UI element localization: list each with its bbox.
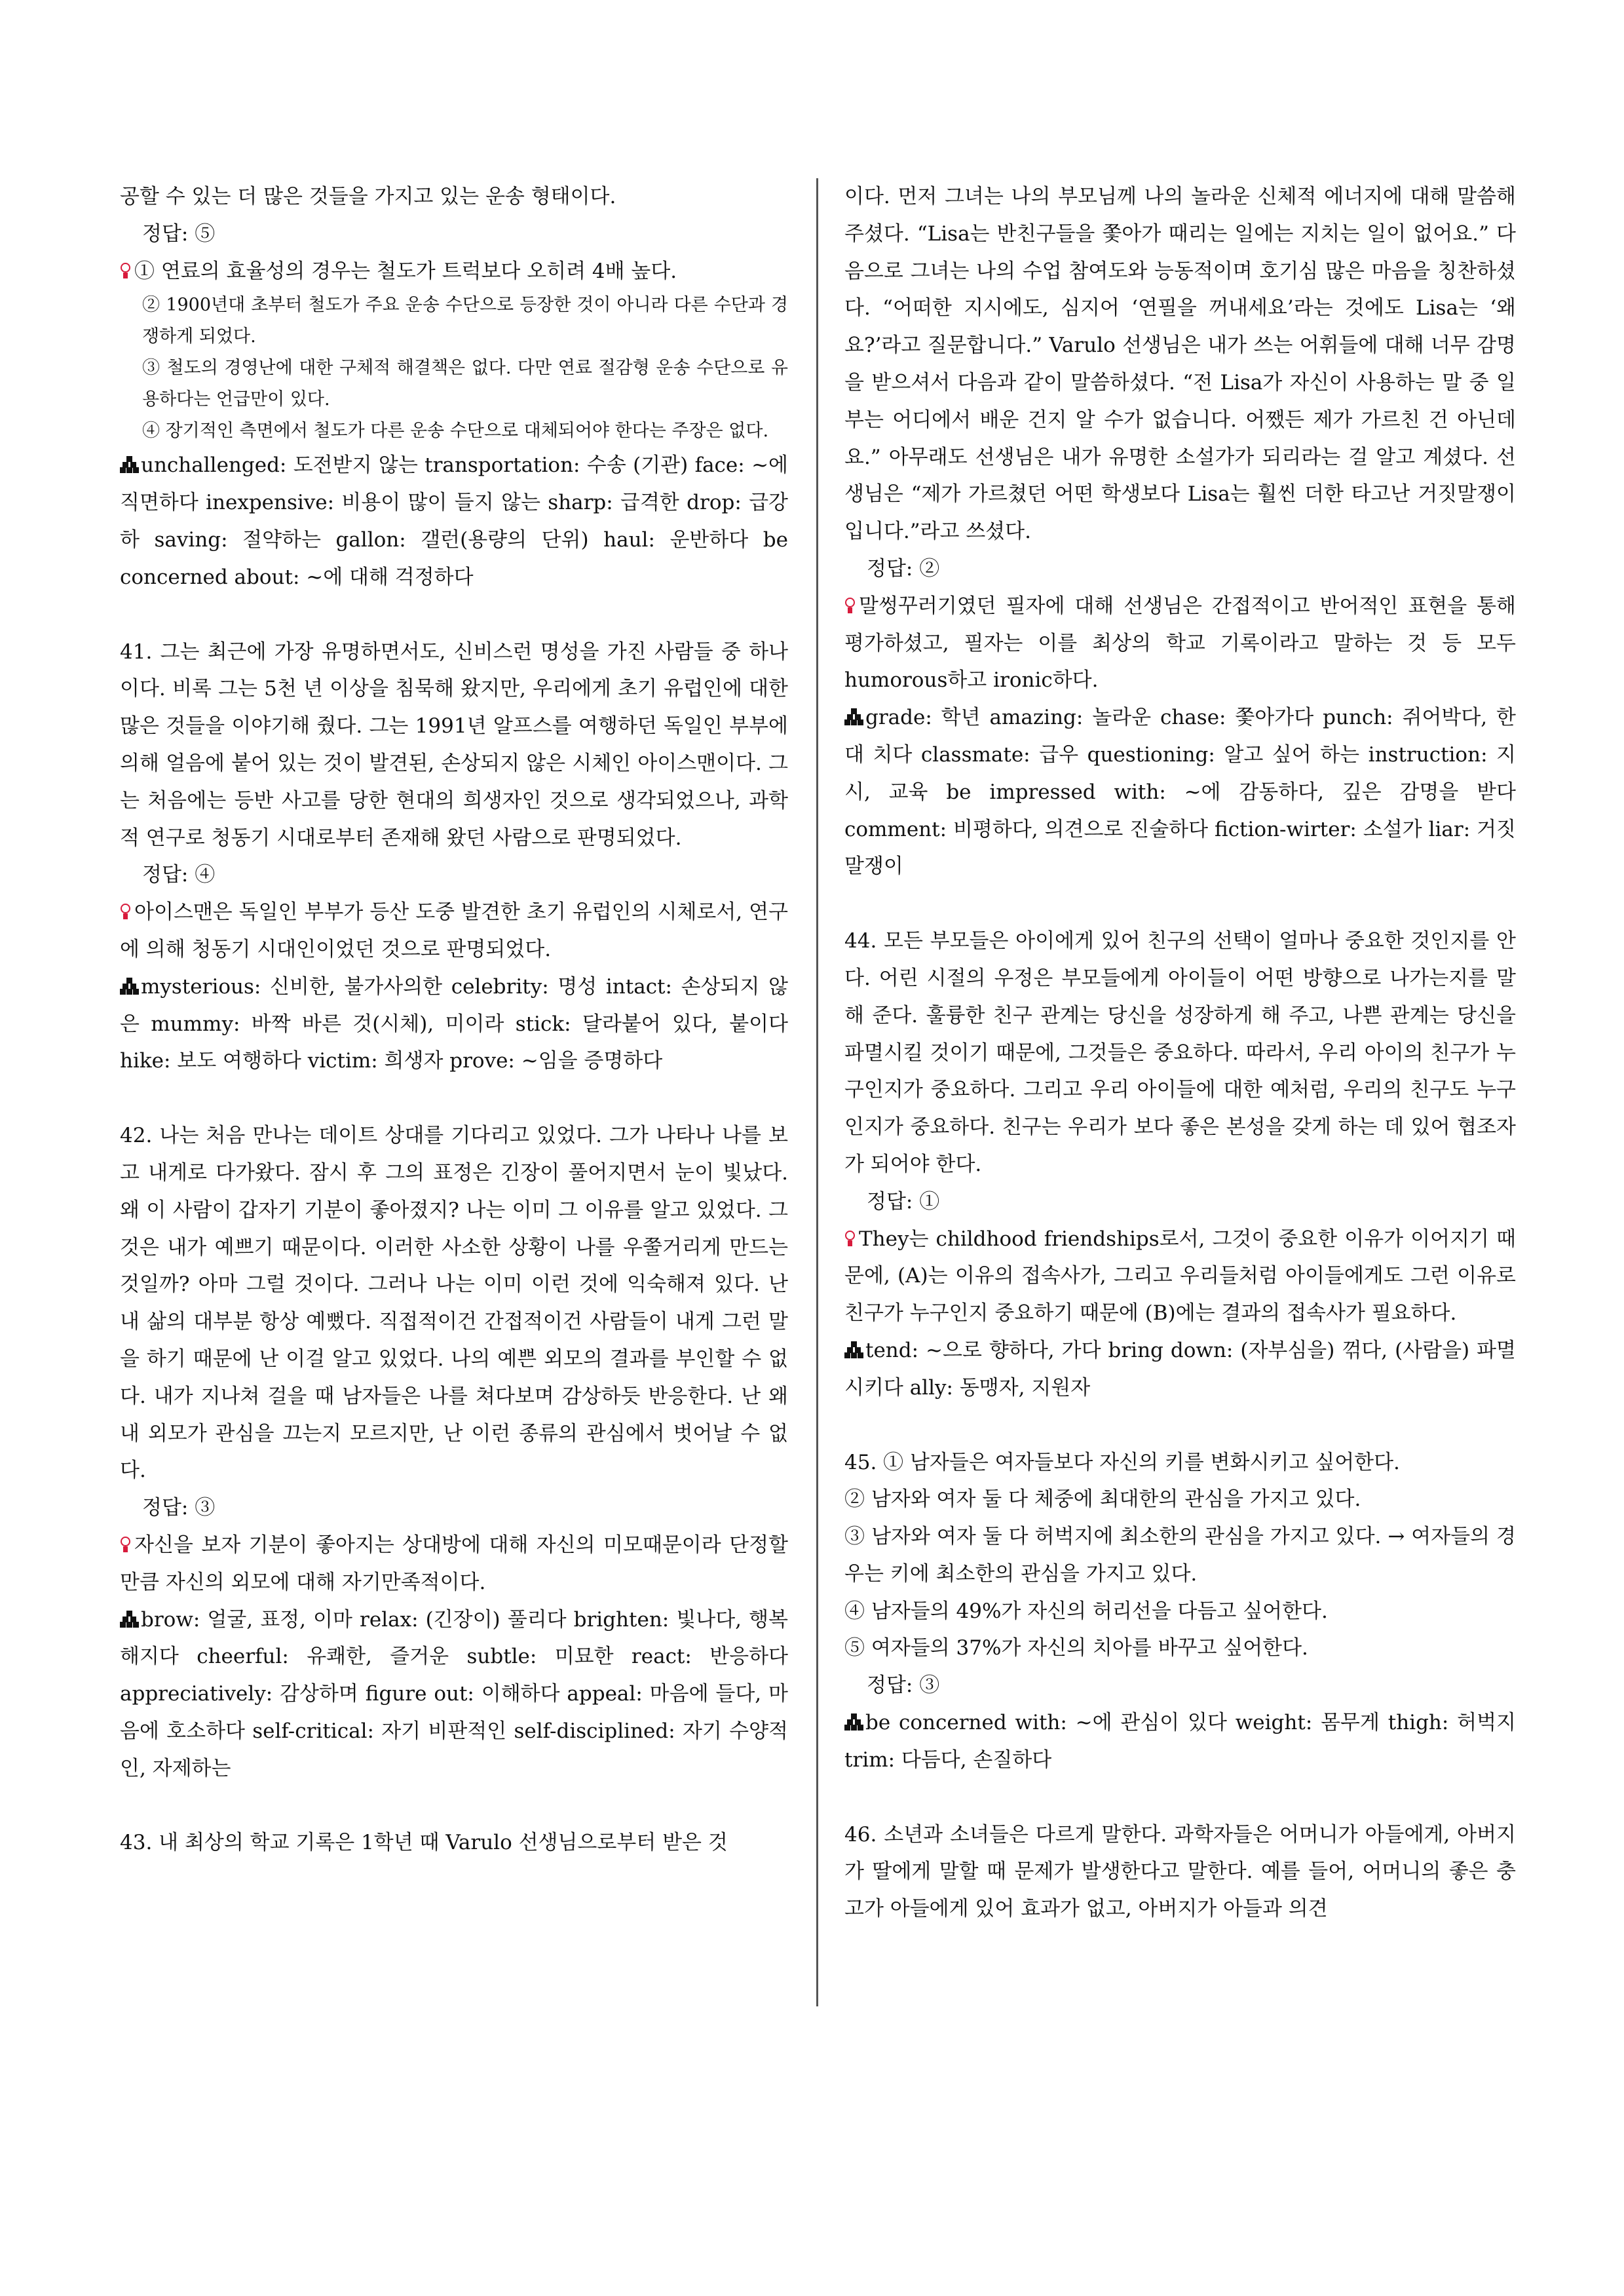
q45-option-2: ② 남자와 여자 둘 다 체중에 최대한의 관심을 가지고 있다. [844, 1487, 1361, 1512]
q40-explanation-4: ④ 장기적인 측면에서 철도가 다른 운송 수단으로 대체되어야 한다는 주장은 없다. [142, 421, 769, 442]
q44-explanation: They는 childhood friendships로서, 그것이 중요한 이유가 이어지기 때문에, (A)는 이유의 접속사가, 그리고 우리들처럼 아이들에게도 그런 이유로 친구가 누구인지 중요하기 때문에 (B)에는 결과의 접속사가 필요하다. [844, 1227, 1516, 1326]
q45-answer: 정답: ③ [867, 1674, 940, 1698]
q41-vocabulary: mysterious: 신비한, 불가사의한 celebrity: 명성 intact: 손상되지 않은 mummy: 바짝 바른 것(시체), 미이라 stick: 달라붙어 있다, 붙이다 hike: 보도 여행하다 victim: 희생자 prove: ~임을 증명하다 [120, 974, 788, 1073]
lightbulb-icon [120, 904, 132, 921]
q43-passage: 이다. 먼저 그녀는 나의 부모님께 나의 놀라운 신체적 에너지에 대해 말씀해 주셨다. “Lisa는 반친구들을 쫓아가 때리는 일에는 지치는 일이 없어요.” 다음으로 그녀는 나의 수업 참여도와 능동적이며 호기심 많은 마음을 칭찬하셨다. “어떠한 지시에도, 심지어 ‘연필을 꺼내세요’라는 것에도 Lisa는 ‘왜요?’라고 질문합니다.” Varulo 선생님은 내가 쓰는 어휘들에 대해 너무 감명을 받으셔서 다음과 같이 말씀하셨다. “전 Lisa가 자신이 사용하는 말 중 일부는 어디에서 배운 건지 알 수가 없습니다. 어쨌든 제가 가르친 건 아닌데요.” 아무래도 선생님은 내가 유명한 소설가가 되리라는 걸 알고 계셨다. 선생님은 “제가 가르쳤던 어떤 학생보다 Lisa는 훨씬 더한 타고난 거짓말쟁이입니다.”라고 쓰셨다. [844, 185, 1516, 544]
right-column [844, 178, 1516, 1928]
q44-vocabulary: tend: ~으로 향하다, 가다 bring down: (자부심을) 꺾다, (사람을) 파멸시키다 ally: 동맹자, 지원자 [844, 1338, 1516, 1400]
q40-vocabulary: unchallenged: 도전받지 않는 transportation: 수송 (기관) face: ~에 직면하다 inexpensive: 비용이 많이 들지 않는 sharp: 급격한 drop: 급강하 saving: 절약하는 gallon: 갤런(용량의 단위) haul: 운반하다 be concerned about: ~에 대해 걱정하다 [120, 453, 788, 589]
triangle-dots-icon [844, 1341, 864, 1358]
triangle-dots-icon [120, 1611, 140, 1628]
q46-passage-start: 46. 소년과 소녀들은 다르게 말한다. 과학자들은 어머니가 아들에게, 아버지가 딸에게 말할 때 문제가 발생한다고 말한다. 예를 들어, 어머니의 좋은 충고가 아들에게 있어 효과가 없고, 아버지가 아들과 의견 [844, 1822, 1516, 1921]
triangle-dots-icon [120, 978, 140, 995]
q44-passage: 44. 모든 부모들은 아이에게 있어 친구의 선택이 얼마나 중요한 것인지를 안다. 어린 시절의 우정은 부모들에게 아이들이 어떤 방향으로 나가는지를 말해 준다. 훌륭한 친구 관계는 당신을 성장하게 해 주고, 나쁜 관계는 당신을 파멸시킬 것이기 때문에, 그것들은 중요하다. 따라서, 우리 아이의 친구가 누구인지가 중요하다. 그리고 우리 아이들에 대한 예처럼, 우리의 친구도 누구인지가 중요하다. 친구는 우리가 보다 좋은 본성을 갖게 하는 데 있어 협조자가 되어야 한다. [844, 929, 1516, 1176]
q43-vocabulary: grade: 학년 amazing: 놀라운 chase: 쫓아가다 punch: 쥐어박다, 한 대 치다 classmate: 급우 questioning: 알고 싶어 하는 instruction: 지시, 교육 be impressed with: ~에 감동하다, 깊은 감명을 받다 comment: 비평하다, 의견으로 진술하다 fiction-wirter: 소설가 liar: 거짓말쟁이 [844, 706, 1516, 879]
q41-answer: 정답: ④ [142, 863, 216, 887]
lightbulb-icon [844, 598, 856, 615]
q43-passage-start: 43. 내 최상의 학교 기록은 1학년 때 Varulo 선생님으로부터 받은 것 [120, 1831, 728, 1855]
q40-answer: 정답: ⑤ [142, 221, 216, 246]
q43-answer: 정답: ② [867, 556, 940, 581]
q45-option-5: ⑤ 여자들의 37%가 자신의 치아를 바꾸고 싶어한다. [844, 1636, 1308, 1660]
q40-explanation-2: ② 1900년대 초부터 철도가 주요 운송 수단으로 등장한 것이 아니라 다른 수단과 경쟁하게 되었다. [142, 295, 788, 347]
triangle-dots-icon [844, 708, 864, 725]
q42-answer: 정답: ③ [142, 1496, 216, 1520]
q45-option-4: ④ 남자들의 49%가 자신의 허리선을 다듬고 싶어한다. [844, 1599, 1328, 1623]
q45-option-1: 45. ① 남자들은 여자들보다 자신의 키를 변화시키고 싶어한다. [844, 1450, 1400, 1474]
column-divider [816, 178, 818, 2006]
q42-explanation: 자신을 보자 기분이 좋아지는 상대방에 대해 자신의 미모때문이라 단정할 만큼 자신의 외모에 대해 자기만족적이다. [120, 1533, 788, 1594]
q45-option-3: ③ 남자와 여자 둘 다 허벅지에 최소한의 관심을 가지고 있다. → 여자들의 경우는 키에 최소한의 관심을 가지고 있다. [844, 1525, 1516, 1586]
q42-passage: 42. 나는 처음 만나는 데이트 상대를 기다리고 있었다. 그가 나타나 나를 보고 내게로 다가왔다. 잠시 후 그의 표정은 긴장이 풀어지면서 눈이 빛났다. 왜 이 사람이 갑자기 기분이 좋아졌지? 나는 이미 그 이유를 알고 있었다. 그것은 내가 예쁘기 때문이다. 이러한 사소한 상황이 나를 우쭐거리게 만드는 것일까? 아마 그럴 것이다. 그러나 나는 이미 이런 것에 익숙해져 있다. 난 내 삶의 대부분 항상 예뻤다. 직접적이건 간접적이건 사람들이 내게 그런 말을 하기 때문에 난 이걸 알고 있었다. 나의 예쁜 외모의 결과를 부인할 수 없다. 내가 지나쳐 걸을 때 남자들은 나를 쳐다보며 감상하듯 반응한다. 난 왜 내 외모가 관심을 끄는지 모르지만, 난 이런 종류의 관심에서 벗어날 수 없다. [120, 1124, 788, 1483]
left-column [120, 178, 788, 1862]
q40-passage-tail: 공할 수 있는 더 많은 것들을 가지고 있는 운송 형태이다. [120, 185, 616, 208]
q40-explanation-3: ③ 철도의 경영난에 대한 구체적 해결책은 없다. 다만 연료 절감형 운송 수단으로 유용하다는 언급만이 있다. [142, 358, 788, 410]
q43-explanation: 말썽꾸러기였던 필자에 대해 선생님은 간접적이고 반어적인 표현을 통해 평가하셨고, 필자는 이를 최상의 학교 기록이라고 말하는 것 등 모두 humorous하고 ironic하다. [844, 594, 1516, 693]
lightbulb-icon [120, 263, 132, 280]
triangle-dots-icon [844, 1713, 864, 1731]
triangle-dots-icon [120, 456, 140, 473]
q40-explanation: ① 연료의 효율성의 경우는 철도가 트럭보다 오히려 4배 높다. [120, 253, 788, 290]
q45-vocabulary: be concerned with: ~에 관심이 있다 weight: 몸무게 thigh: 허벅지 trim: 다듬다, 손질하다 [844, 1711, 1516, 1772]
lightbulb-icon [120, 1537, 132, 1554]
q42-vocabulary: brow: 얼굴, 표정, 이마 relax: (긴장이) 풀리다 brighten: 빛나다, 행복해지다 cheerful: 유쾌한, 즐거운 subtle: 미묘한 react: 반응하다 appreciatively: 감상하며 figure out: 이해하다 appeal: 마음에 들다, 마음에 호소하다 self-critical: 자기 비판적인 self-disciplined: 자기 수양적인, 자제하는 [120, 1607, 788, 1780]
q44-answer: 정답: ① [867, 1189, 940, 1214]
q41-passage: 41. 그는 최근에 가장 유명하면서도, 신비스런 명성을 가진 사람들 중 하나이다. 비록 그는 5천 년 이상을 침묵해 왔지만, 우리에게 초기 유럽인에 대한 많은 것들을 이야기해 줬다. 그는 1991년 알프스를 여행하던 독일인 부부에 의해 얼음에 붙어 있는 것이 발견된, 손상되지 않은 시체인 아이스맨이다. 그는 처음에는 등반 사고를 당한 현대의 희생자인 것으로 생각되었으나, 과학적 연구로 청동기 시대로부터 존재해 왔던 사람으로 판명되었다. [120, 640, 788, 850]
lightbulb-icon [844, 1231, 856, 1248]
q41-explanation: 아이스맨은 독일인 부부가 등산 도중 발견한 초기 유럽인의 시체로서, 연구에 의해 청동기 시대인이었던 것으로 판명되었다. [120, 900, 788, 961]
